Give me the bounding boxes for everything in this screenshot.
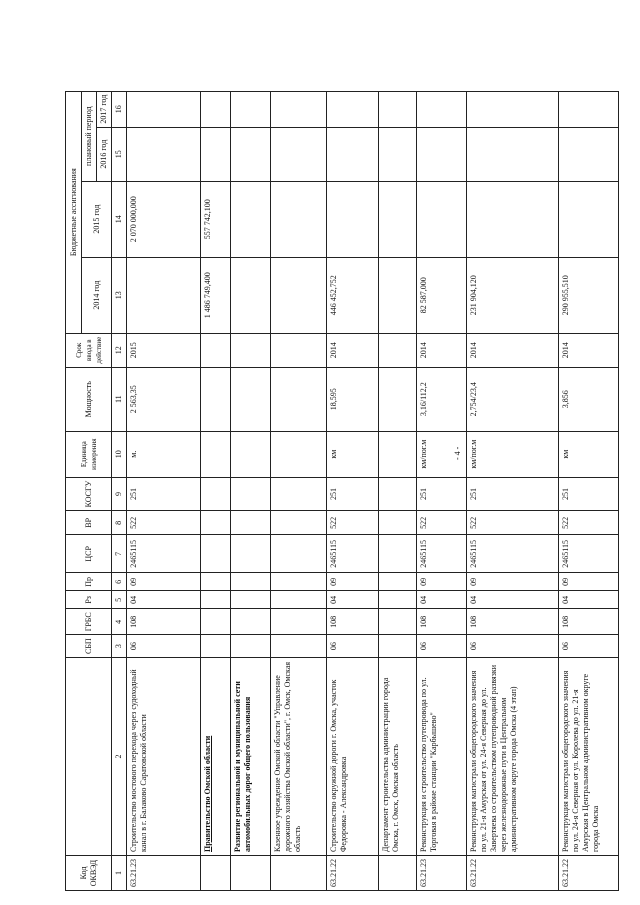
cell-y2014: [379, 257, 417, 333]
cell-grbs: 108: [127, 609, 201, 635]
cell-grbs: 108: [417, 609, 467, 635]
header-plan: плановый период: [82, 91, 97, 181]
column-number-cell: 3: [112, 635, 127, 658]
cell-grbs: 108: [467, 609, 559, 635]
header-2016: 2016 год: [97, 127, 112, 181]
cell-y2017: [201, 91, 231, 127]
cell-term: 2014: [467, 333, 559, 367]
cell-y2014: 82 587,000: [417, 257, 467, 333]
header-vr: ВР: [66, 511, 112, 535]
cell-power: [201, 367, 231, 431]
table-row: [379, 91, 417, 890]
column-number-cell: 16: [112, 91, 127, 127]
cell-csr: [379, 535, 417, 573]
cell-sbp: [201, 635, 231, 658]
table-row: [559, 91, 619, 890]
cell-kosgu: [379, 477, 417, 511]
cell-power: 3,16/112,2: [417, 367, 467, 431]
cell-y2016: [327, 127, 379, 181]
cell-csr: 2465115: [467, 535, 559, 573]
cell-rz: [271, 591, 327, 609]
cell-rz: [379, 591, 417, 609]
header-unit: Единица измерения: [66, 431, 112, 477]
cell-pr: 09: [467, 573, 559, 591]
cell-y2016: [379, 127, 417, 181]
cell-unit: м.: [127, 431, 201, 477]
cell-csr: 2465115: [559, 535, 619, 573]
cell-csr: 2465115: [127, 535, 201, 573]
cell-y2017: [467, 91, 559, 127]
cell-power: [379, 367, 417, 431]
cell-kosgu: 251: [559, 477, 619, 511]
cell-rz: 04: [327, 591, 379, 609]
header-budget: Бюджетные ассигнования: [66, 91, 82, 333]
cell-unit: км: [327, 431, 379, 477]
cell-y2017: [417, 91, 467, 127]
cell-name: Реконструкция магистрали общегородского значения по ул. 21-я Амурская от ул. 24-я Северная до ул. Завертяева со строительством путепроводной развязки через железнодорожные пути в Центральном административном округе города Омска (4 этап): [467, 658, 559, 856]
cell-y2016: [127, 127, 201, 181]
column-number-cell: 6: [112, 573, 127, 591]
cell-power: 3,856: [559, 367, 619, 431]
cell-sbp: [271, 635, 327, 658]
cell-y2017: [559, 91, 619, 127]
cell-y2015: [327, 181, 379, 257]
column-number-cell: 4: [112, 609, 127, 635]
cell-kosgu: 251: [127, 477, 201, 511]
cell-y2015: [271, 181, 327, 257]
cell-vr: [201, 511, 231, 535]
cell-vr: 522: [417, 511, 467, 535]
cell-pr: [201, 573, 231, 591]
cell-kosgu: [231, 477, 271, 511]
cell-kosgu: 251: [327, 477, 379, 511]
cell-y2016: [231, 127, 271, 181]
cell-vr: 522: [327, 511, 379, 535]
header-sbp: СБП: [66, 635, 112, 658]
cell-pr: 09: [417, 573, 467, 591]
cell-sbp: 06: [327, 635, 379, 658]
cell-vr: 522: [127, 511, 201, 535]
cell-grbs: 108: [327, 609, 379, 635]
cell-y2016: [467, 127, 559, 181]
cell-sbp: 06: [467, 635, 559, 658]
cell-pr: [231, 573, 271, 591]
cell-name: Реконструкция магистрали общегородского значения по ул. 24-я Северная от ул. Королева до ул. 21-я Амурская в Центральном административном округе города Омска: [559, 658, 619, 856]
header-power: Мощность: [66, 367, 112, 431]
cell-y2015: [417, 181, 467, 257]
cell-csr: 2465115: [417, 535, 467, 573]
header-2015: 2015 год: [82, 181, 112, 257]
cell-y2015: 557 742,100: [201, 181, 231, 257]
table-row: [271, 91, 327, 890]
cell-okved: [271, 856, 327, 891]
page-number: - 4 -: [453, 446, 462, 460]
table-body: [127, 91, 619, 890]
cell-y2015: [467, 181, 559, 257]
cell-pr: 09: [559, 573, 619, 591]
cell-y2017: [271, 91, 327, 127]
header-2017: 2017 год: [97, 91, 112, 127]
cell-kosgu: [201, 477, 231, 511]
cell-name: Правительство Омской области: [201, 658, 231, 856]
cell-name: Строительство окружной дороги г. Омска, участок Федоровка - Александровка: [327, 658, 379, 856]
table-row: [127, 91, 201, 890]
cell-unit: [271, 431, 327, 477]
column-number-cell: 10: [112, 431, 127, 477]
cell-y2015: [559, 181, 619, 257]
cell-term: [231, 333, 271, 367]
cell-rz: 04: [127, 591, 201, 609]
cell-csr: 2465115: [327, 535, 379, 573]
header-name: [66, 658, 112, 856]
cell-sbp: 06: [417, 635, 467, 658]
cell-sbp: 06: [127, 635, 201, 658]
cell-unit: км/пог.м: [467, 431, 559, 477]
cell-grbs: [231, 609, 271, 635]
cell-vr: [271, 511, 327, 535]
cell-pr: [271, 573, 327, 591]
header-okved: Код ОКВЭД: [66, 856, 112, 891]
table-row: [467, 91, 559, 890]
cell-term: [379, 333, 417, 367]
cell-y2016: [417, 127, 467, 181]
cell-y2016: [271, 127, 327, 181]
column-number-cell: 2: [112, 658, 127, 856]
cell-vr: 522: [559, 511, 619, 535]
cell-name: Казенное учреждение Омской области "Управление дорожного хозяйства Омской области", г. Омск, Омская область: [271, 658, 327, 856]
cell-y2016: [559, 127, 619, 181]
column-number-cell: 13: [112, 257, 127, 333]
cell-unit: [379, 431, 417, 477]
cell-okved: [201, 856, 231, 891]
header-rz: Рз: [66, 591, 112, 609]
cell-term: 2014: [417, 333, 467, 367]
cell-term: 2014: [559, 333, 619, 367]
cell-okved: [231, 856, 271, 891]
cell-y2014: [231, 257, 271, 333]
cell-okved: 63.21.23: [417, 856, 467, 891]
cell-vr: 522: [467, 511, 559, 535]
cell-unit: км: [559, 431, 619, 477]
cell-kosgu: 251: [467, 477, 559, 511]
cell-grbs: [379, 609, 417, 635]
cell-term: [271, 333, 327, 367]
cell-grbs: [201, 609, 231, 635]
cell-pr: 09: [127, 573, 201, 591]
cell-okved: 63.21.22: [559, 856, 619, 891]
cell-unit: [201, 431, 231, 477]
cell-vr: [379, 511, 417, 535]
cell-y2016: [201, 127, 231, 181]
cell-grbs: 108: [559, 609, 619, 635]
cell-y2015: [379, 181, 417, 257]
cell-power: 2 563,35: [127, 367, 201, 431]
cell-power: [231, 367, 271, 431]
cell-name: Строительство мостового перехода через судоходный канал в г. Балаково Саратовской области: [127, 658, 201, 856]
cell-grbs: [271, 609, 327, 635]
cell-sbp: [231, 635, 271, 658]
column-number-cell: 12: [112, 333, 127, 367]
cell-term: 2014: [327, 333, 379, 367]
header-kosgu: КОСГУ: [66, 477, 112, 511]
column-number-cell: 8: [112, 511, 127, 535]
cell-y2014: [127, 257, 201, 333]
cell-y2017: [379, 91, 417, 127]
cell-rz: 04: [467, 591, 559, 609]
cell-y2014: 290 955,510: [559, 257, 619, 333]
cell-sbp: 06: [559, 635, 619, 658]
cell-okved: 63.21.23: [127, 856, 201, 891]
cell-okved: [379, 856, 417, 891]
cell-name: Департамент строительства администрации города Омска, г. Омск, Омская область: [379, 658, 417, 856]
cell-y2014: 1 486 749,400: [201, 257, 231, 333]
cell-rz: 04: [417, 591, 467, 609]
cell-y2017: [327, 91, 379, 127]
cell-y2017: [231, 91, 271, 127]
cell-power: [271, 367, 327, 431]
column-number-cell: 15: [112, 127, 127, 181]
header-term: Срок ввода в действие: [66, 333, 112, 367]
cell-csr: [201, 535, 231, 573]
cell-name: Развитие региональной и муниципальной сети автомобильных дорог общего пользования: [231, 658, 271, 856]
cell-sbp: [379, 635, 417, 658]
cell-power: 18,595: [327, 367, 379, 431]
column-number-cell: 9: [112, 477, 127, 511]
table-row: [417, 91, 467, 890]
cell-kosgu: 251: [417, 477, 467, 511]
cell-unit: км/пог.м: [417, 431, 467, 477]
cell-pr: 09: [327, 573, 379, 591]
header-csr: ЦСР: [66, 535, 112, 573]
cell-power: 2,754/23,4: [467, 367, 559, 431]
header-pr: Пр: [66, 573, 112, 591]
cell-y2015: [231, 181, 271, 257]
cell-y2015: 2 070 000,000: [127, 181, 201, 257]
cell-y2014: 446 452,752: [327, 257, 379, 333]
header-2014: 2014 год: [82, 257, 112, 333]
budget-table: [65, 91, 619, 891]
cell-rz: 04: [559, 591, 619, 609]
header-grbs: ГРБС: [66, 609, 112, 635]
table-row: [231, 91, 271, 890]
column-number-row: [112, 91, 127, 890]
cell-y2014: 231 904,120: [467, 257, 559, 333]
cell-term: 2015: [127, 333, 201, 367]
column-number-cell: 1: [112, 856, 127, 891]
table-row: [327, 91, 379, 890]
cell-vr: [231, 511, 271, 535]
column-number-cell: 14: [112, 181, 127, 257]
cell-rz: [201, 591, 231, 609]
cell-csr: [231, 535, 271, 573]
cell-csr: [271, 535, 327, 573]
cell-okved: 63.21.22: [327, 856, 379, 891]
cell-rz: [231, 591, 271, 609]
column-number-cell: 5: [112, 591, 127, 609]
cell-okved: 63.21.22: [467, 856, 559, 891]
cell-name: Реконструкция и строительство путепровода по ул. Торговая в районе станции "Карбышево": [417, 658, 467, 856]
cell-y2017: [127, 91, 201, 127]
cell-unit: [231, 431, 271, 477]
cell-term: [201, 333, 231, 367]
table-row: [201, 91, 231, 890]
cell-y2014: [271, 257, 327, 333]
column-number-cell: 11: [112, 367, 127, 431]
cell-pr: [379, 573, 417, 591]
column-number-cell: 7: [112, 535, 127, 573]
cell-kosgu: [271, 477, 327, 511]
